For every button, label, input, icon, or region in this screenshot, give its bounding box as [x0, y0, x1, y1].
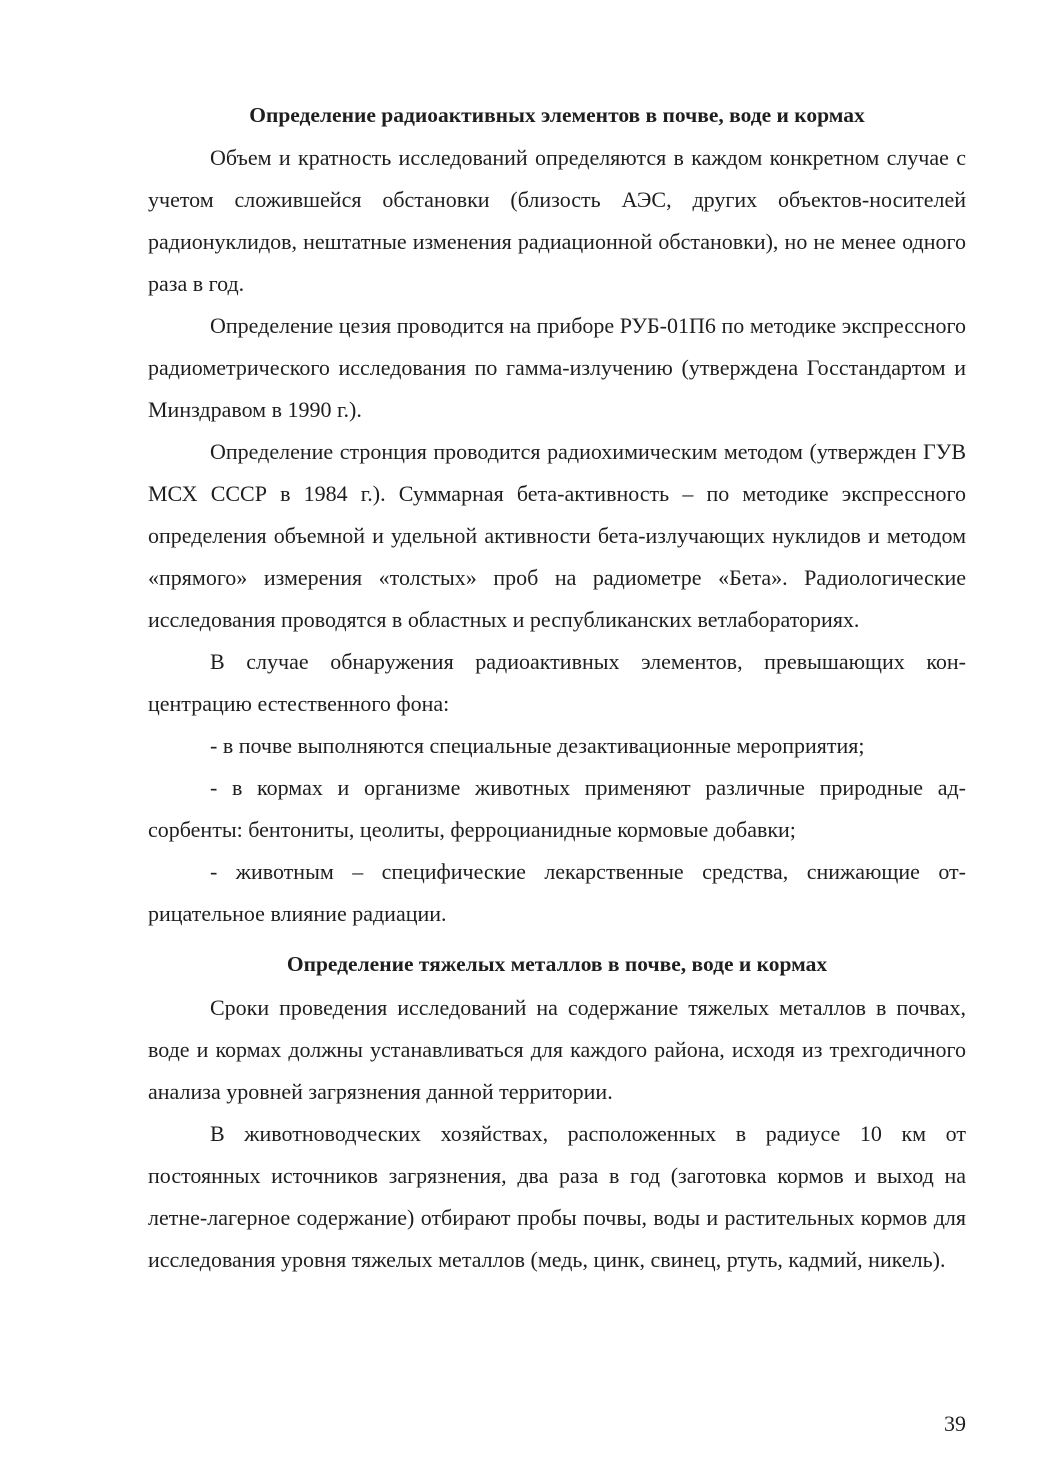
- paragraph: Объем и кратность исследований определяются в каждом конкретном случае с учетом сложившейся обстановки (близость АЭС, других объектов-носителей радионуклидов, нештатные изменения радиационной обстановки), но не менее одного раза в год.: [148, 145, 966, 296]
- list-item: - животным – специфические лекарственные средства, снижающие отрицательное влияние радиации.: [148, 859, 966, 926]
- paragraph: В случае обнаружения радиоактивных элементов, превышающих концентрацию естественного фона:: [148, 649, 966, 716]
- paragraph: Определение цезия проводится на приборе РУБ-01П6 по методике экспрессного радиометрического исследования по гамма-излучению (утверждена Госстандартом и Минздравом в 1990 г.).: [148, 313, 966, 422]
- section-heading-radioactive: Определение радиоактивных элементов в почве, воде и кормах: [249, 103, 865, 127]
- paragraph: В животноводческих хозяйствах, расположенных в радиусе 10 км от постоянных источников загрязнения, два раза в год (заготовка кормов и выход на летне-лагерное содержание) отбирают пробы почвы, воды и растительных кормов для исследования уровня тяжелых металлов (медь, цинк, свинец, ртуть, кадмий, никель).: [148, 1121, 966, 1272]
- paragraph: Сроки проведения исследований на содержание тяжелых металлов в почвах, воде и кормах должны устанавливаться для каждого района, исходя из трехгодичного анализа уровней загрязнения данной территории.: [148, 995, 966, 1104]
- list-item: - в кормах и организме животных применяют различные природные адсорбенты: бентониты, цеолиты, ферроцианидные кормовые добавки;: [148, 775, 966, 842]
- document-page: [148, 96, 966, 1281]
- paragraph: Определение стронция проводится радиохимическим методом (утвержден ГУВ МСХ СССР в 1984 г.). Суммарная бета-активность – по методике экспрессного определения объемной и удельной активности бета-излучающих нуклидов и методом «прямого» измерения «толстых» проб на радиометре «Бета». Радиологические исследования проводятся в областных и республиканских ветлабораториях.: [148, 439, 966, 632]
- section-heading-heavy-metals: Определение тяжелых металлов в почве, воде и кормах: [286, 952, 828, 976]
- page-number: 39: [944, 1411, 966, 1436]
- list-item: - в почве выполняются специальные дезактивационные мероприятия;: [210, 733, 865, 758]
